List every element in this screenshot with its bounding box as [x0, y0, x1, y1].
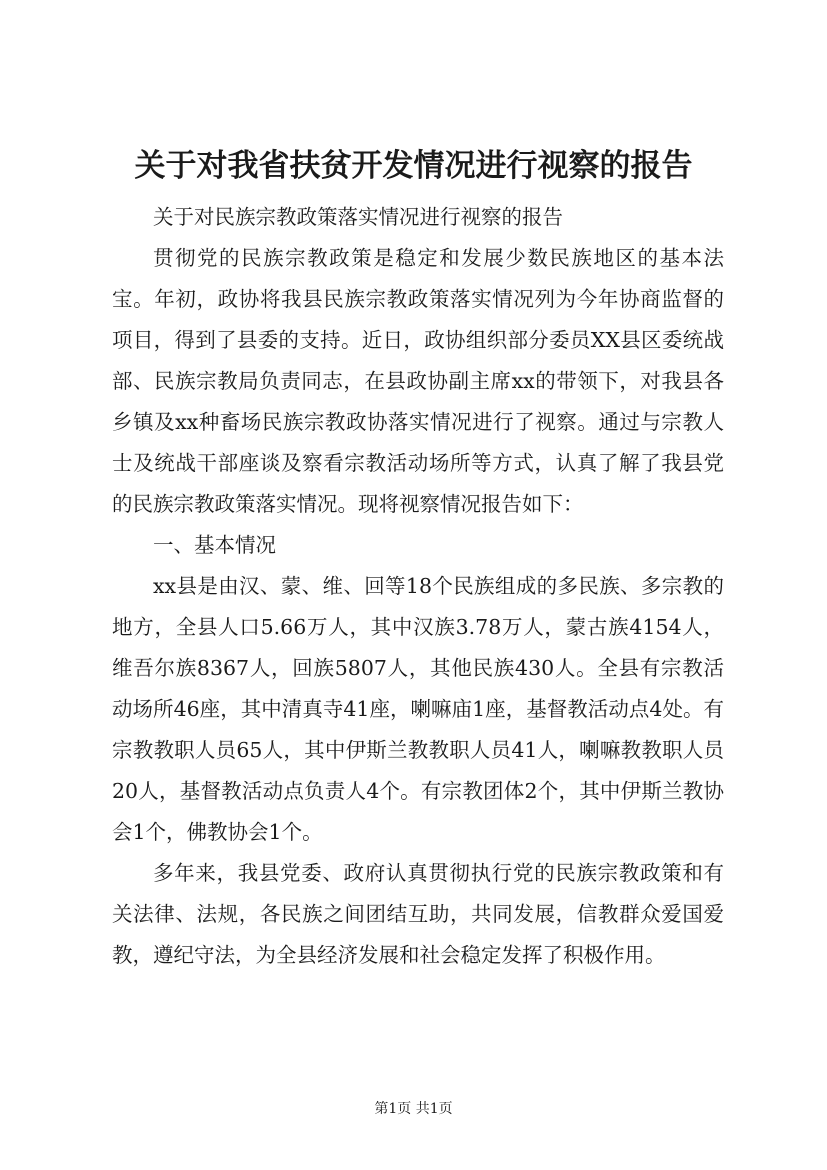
intro-paragraph: 贯彻党的民族宗教政策是稳定和发展少数民族地区的基本法宝。年初，政协将我县民族宗教政策落实情况列为今年协商监督的项目，得到了县委的支持。近日，政协组织部分委员XX县区委统战部、民族宗教局负责同志，在县政协副主席xx的带领下，对我县各乡镇及xx种畜场民族宗教政协落实情况进行了视察。通过与宗教人士及统战干部座谈及察看宗教活动场所等方式，认真了解了我县党的民族宗教政策落实情况。现将视察情况报告如下： [112, 246, 724, 516]
document-title: 关于对我省扶贫开发情况进行视察的报告 [134, 148, 693, 184]
page-footer: 第1页 共1页 [374, 1101, 453, 1117]
section-heading: 一、基本情况 [153, 533, 276, 557]
subtitle-paragraph: 关于对民族宗教政策落实情况进行视察的报告 [153, 205, 563, 229]
basic-info-paragraph: xx县是由汉、蒙、维、回等18个民族组成的多民族、多宗教的地方，全县人口5.66万人，其中汉族3.78万人，蒙古族4154人，维吾尔族8367人，回族5807人，其他民族430人。全县有宗教活动场所46座，其中清真寺41座，喇嘛庙1座，基督教活动点4处。有宗教教职人员65人，其中伊斯兰教教职人员41人，喇嘛教教职人员20人，基督教活动点负责人4个。有宗教团体2个，其中伊斯兰教协会1个，佛教协会1个。 [112, 574, 724, 844]
summary-paragraph: 多年来，我县党委、政府认真贯彻执行党的民族宗教政策和有关法律、法规，各民族之间团结互助，共同发展，信教群众爱国爱教，遵纪守法，为全县经济发展和社会稳定发挥了积极作用。 [112, 861, 724, 967]
document-body [112, 197, 724, 976]
